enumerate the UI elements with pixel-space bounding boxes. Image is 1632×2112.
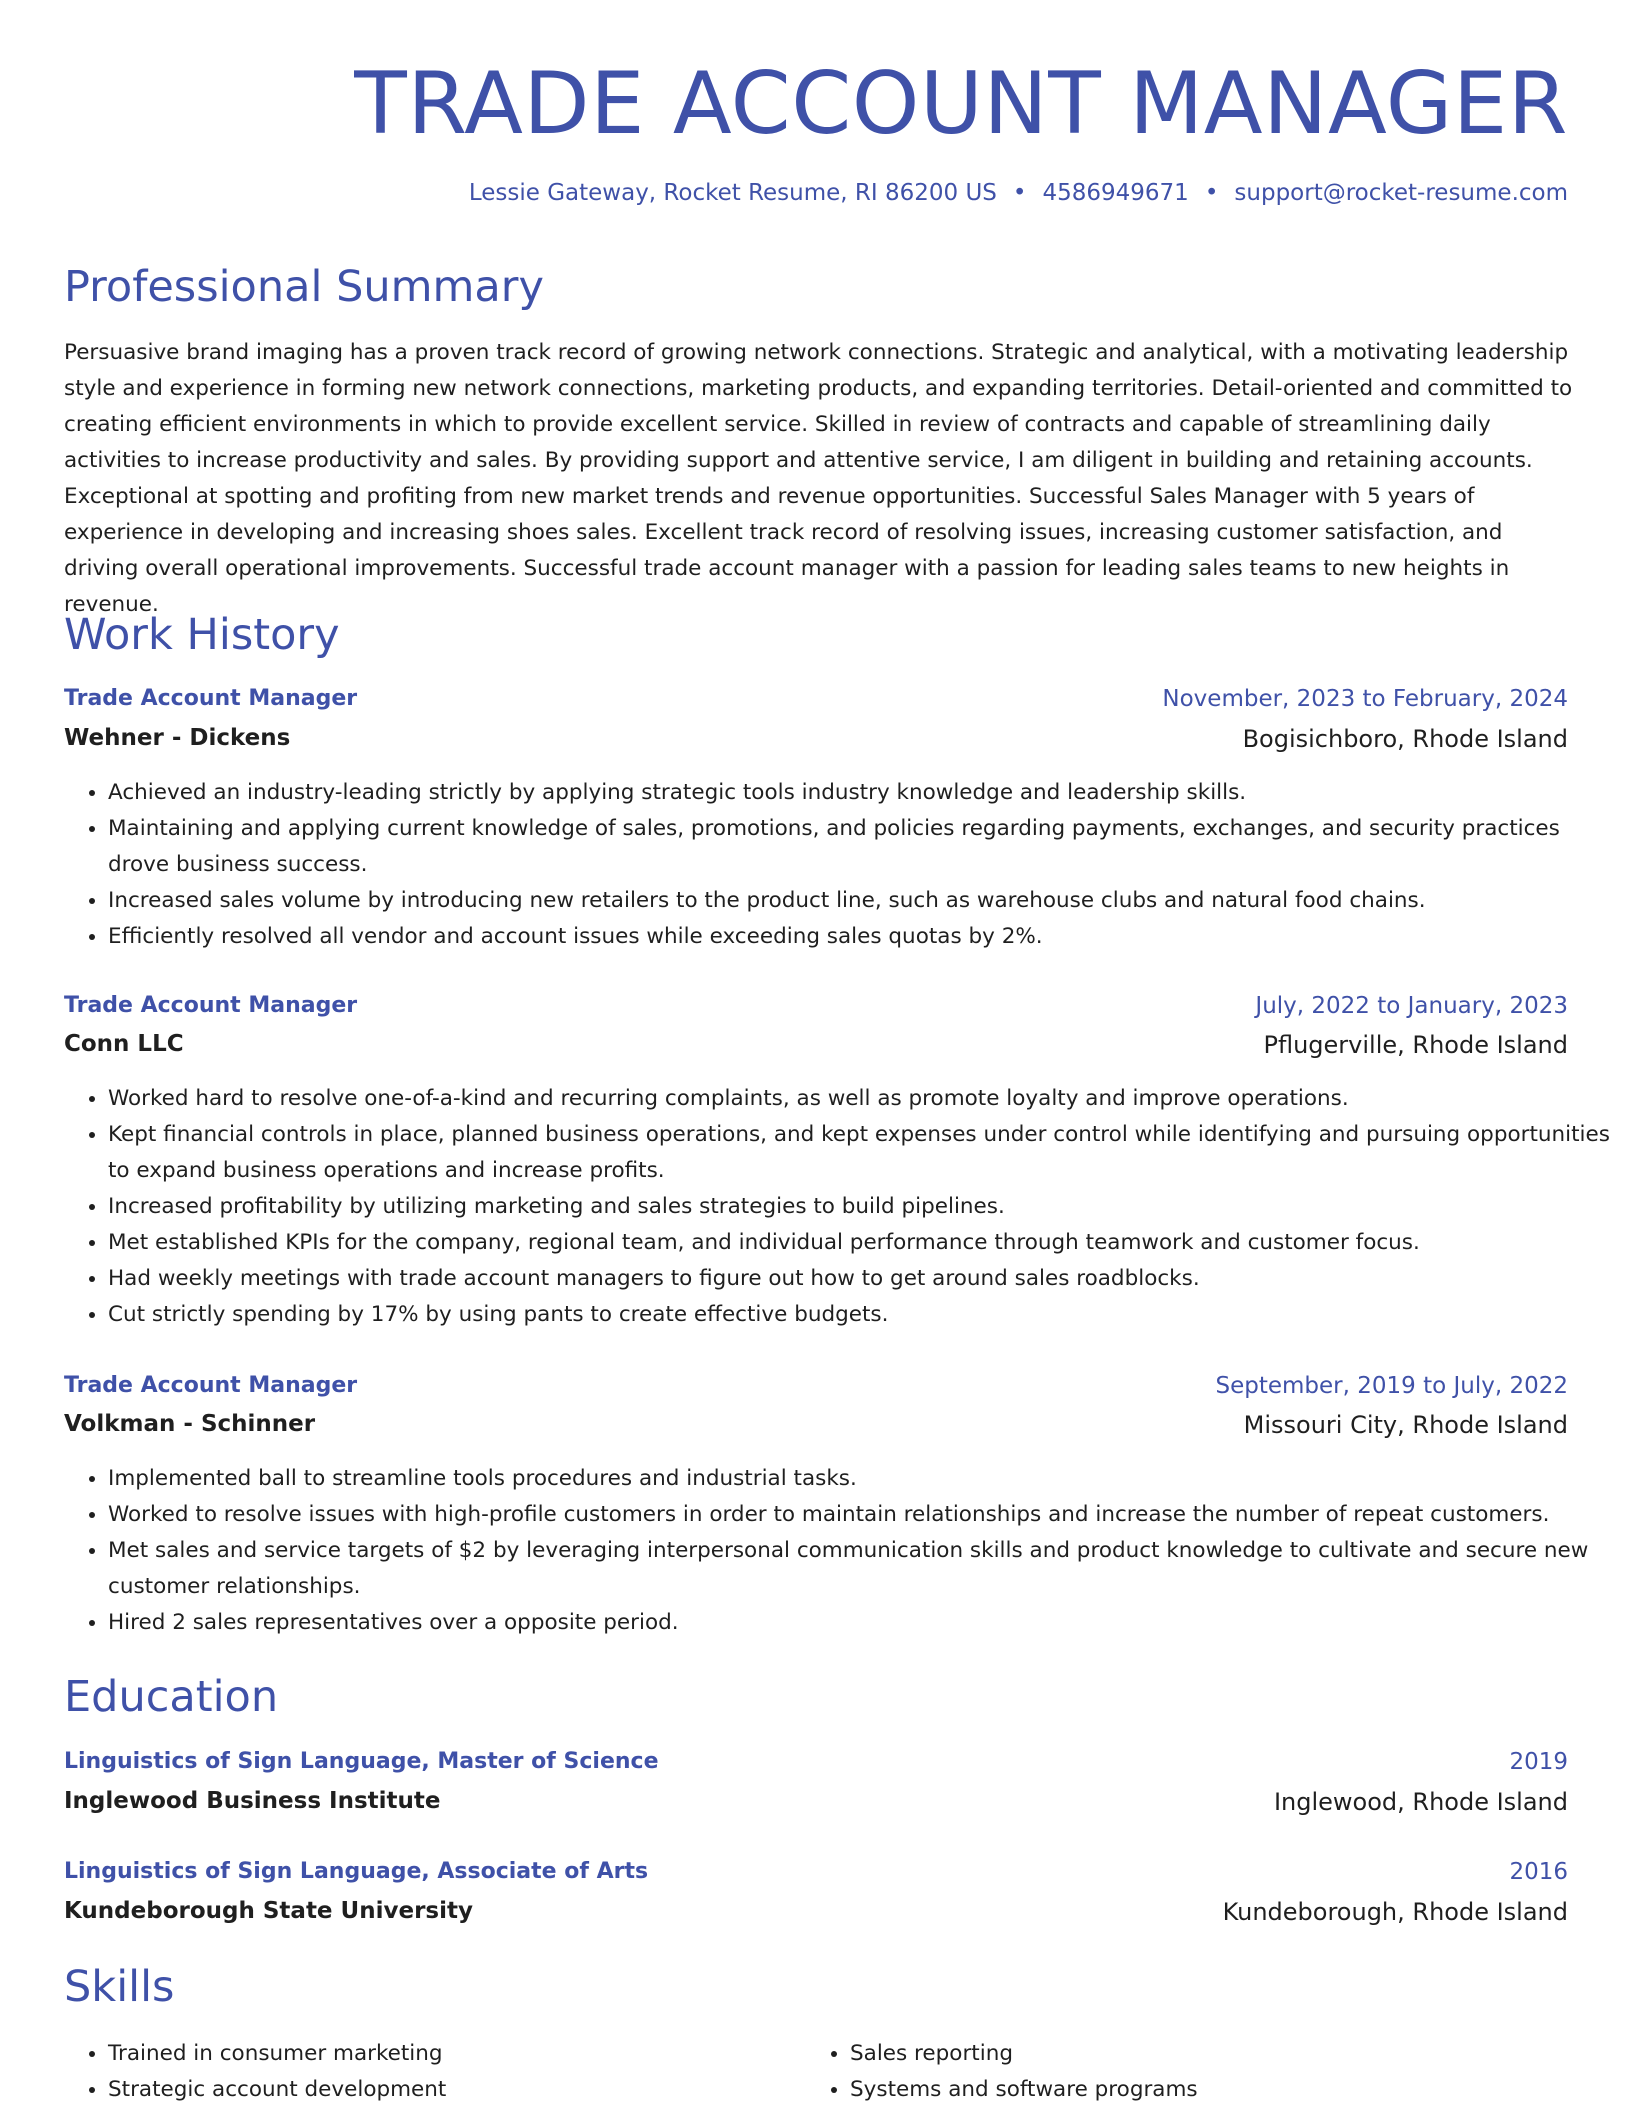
contact-separator: •: [1204, 180, 1219, 206]
job-title: Trade Account Manager: [64, 1373, 358, 1398]
education-degree: Linguistics of Sign Language, Master of Science: [64, 1749, 659, 1774]
skill-item: • Strategic account development: [108, 2072, 708, 2108]
education-year: 2019: [1509, 1749, 1568, 1775]
job-dates: November, 2023 to February, 2024: [1162, 686, 1568, 712]
job-bullet: • Efficiently resolved all vendor and account issues while exceeding sales quotas by 2%.: [108, 919, 1618, 955]
job-dates: September, 2019 to July, 2022: [1215, 1373, 1568, 1399]
job-header: [64, 993, 1568, 1027]
job-bullets: [64, 1081, 1618, 1333]
skill-item: • Trained in consumer marketing: [108, 2036, 708, 2072]
summary-text: Persuasive brand imaging has a proven track record of growing network connections. Strategic and analytical, with a motivating leadership style and experience in forming new network connections, marketing products, and expanding territories. Detail-oriented and committed to creating efficient environments in which to provide excellent service. Skilled in review of contracts and capable of streamlining daily activities to increase productivity and sales. By providing support and attentive service, I am diligent in building and retaining accounts. Exceptional at spotting and profiting from new market trends and revenue opportunities. Successful Sales Manager with 5 years of experience in developing and increasing shoes sales. Excellent track record of resolving issues, increasing customer satisfaction, and driving overall operational improvements. Successful trade account manager with a passion for leading sales teams to new heights in revenue.: [64, 340, 1573, 617]
job-company: Volkman - Schinner: [64, 1411, 316, 1437]
job-company-row: [64, 1031, 1568, 1065]
job-bullet: • Met sales and service targets of $2 by leveraging interpersonal communication skills and product knowledge to cultivate and secure new customer relationships.: [108, 1533, 1618, 1605]
education-school-row: [64, 1788, 1568, 1822]
job-bullet: • Met established KPIs for the company, regional team, and individual performance through teamwork and customer focus.: [108, 1225, 1618, 1261]
contact-separator: •: [1012, 180, 1027, 206]
job-company-row: [64, 1411, 1568, 1445]
job-bullet: • Had weekly meetings with trade account managers to figure out how to get around sales roadblocks.: [108, 1261, 1618, 1297]
job-company-row: [64, 725, 1568, 759]
education-school-row: [64, 1898, 1568, 1932]
job-bullet: • Increased profitability by utilizing marketing and sales strategies to build pipelines.: [108, 1189, 1618, 1225]
skills-list-left: [64, 2036, 708, 2108]
job-company: Conn LLC: [64, 1031, 184, 1057]
job-location: Pflugerville, Rhode Island: [1263, 1031, 1568, 1059]
job-bullets: [64, 775, 1618, 955]
job-bullet: • Worked to resolve issues with high-profile customers in order to maintain relationships and increase the number of repeat customers.: [108, 1497, 1618, 1533]
job-title: Trade Account Manager: [64, 993, 358, 1018]
skill-item: • Sales reporting: [850, 2036, 1450, 2072]
education-location: Inglewood, Rhode Island: [1273, 1788, 1568, 1816]
work-history-heading: Work History: [64, 610, 340, 660]
education-school: Kundeborough State University: [64, 1898, 473, 1924]
job-title: Trade Account Manager: [64, 686, 358, 711]
contact-address: Lessie Gateway, Rocket Resume, RI 86200 US: [468, 180, 997, 206]
job-header: [64, 686, 1568, 720]
skills-list-right: [806, 2036, 1450, 2108]
job-dates: July, 2022 to January, 2023: [1255, 993, 1568, 1019]
education-location: Kundeborough, Rhode Island: [1222, 1898, 1568, 1926]
job-bullet: • Worked hard to resolve one-of-a-kind and recurring complaints, as well as promote loyalty and improve operations.: [108, 1081, 1618, 1117]
job-bullet: • Cut strictly spending by 17% by using pants to create effective budgets.: [108, 1297, 1618, 1333]
resume-title: TRADE ACCOUNT MANAGER: [354, 54, 1568, 154]
contact-line: [469, 180, 1568, 206]
job-location: Missouri City, Rhode Island: [1243, 1411, 1568, 1439]
education-header: [64, 1749, 1568, 1783]
job-company: Wehner - Dickens: [64, 725, 291, 751]
education-header: [64, 1859, 1568, 1893]
job-bullet: • Implemented ball to streamline tools procedures and industrial tasks.: [108, 1461, 1618, 1497]
contact-phone: 4586949671: [1042, 180, 1189, 206]
contact-email[interactable]: support@rocket-resume.com: [1234, 180, 1568, 206]
education-school: Inglewood Business Institute: [64, 1788, 441, 1814]
skill-item: • Systems and software programs: [850, 2072, 1450, 2108]
job-bullet: • Kept financial controls in place, planned business operations, and kept expenses under control while identifying and pursuing opportunities to expand business operations and increase profits.: [108, 1117, 1618, 1189]
job-bullet: • Achieved an industry-leading strictly by applying strategic tools industry knowledge and leadership skills.: [108, 775, 1618, 811]
education-heading: Education: [64, 1672, 279, 1722]
skills-heading: Skills: [64, 1962, 175, 2012]
education-degree: Linguistics of Sign Language, Associate of Arts: [64, 1859, 649, 1884]
summary-heading: Professional Summary: [64, 262, 544, 312]
education-year: 2016: [1509, 1859, 1568, 1885]
job-header: [64, 1373, 1568, 1407]
job-location: Bogisichboro, Rhode Island: [1242, 725, 1568, 753]
job-bullets: [64, 1461, 1618, 1641]
job-bullet: • Increased sales volume by introducing new retailers to the product line, such as warehouse clubs and natural food chains.: [108, 883, 1618, 919]
job-bullet: • Hired 2 sales representatives over a opposite period.: [108, 1605, 1618, 1641]
job-bullet: • Maintaining and applying current knowledge of sales, promotions, and policies regarding payments, exchanges, and security practices drove business success.: [108, 811, 1618, 883]
